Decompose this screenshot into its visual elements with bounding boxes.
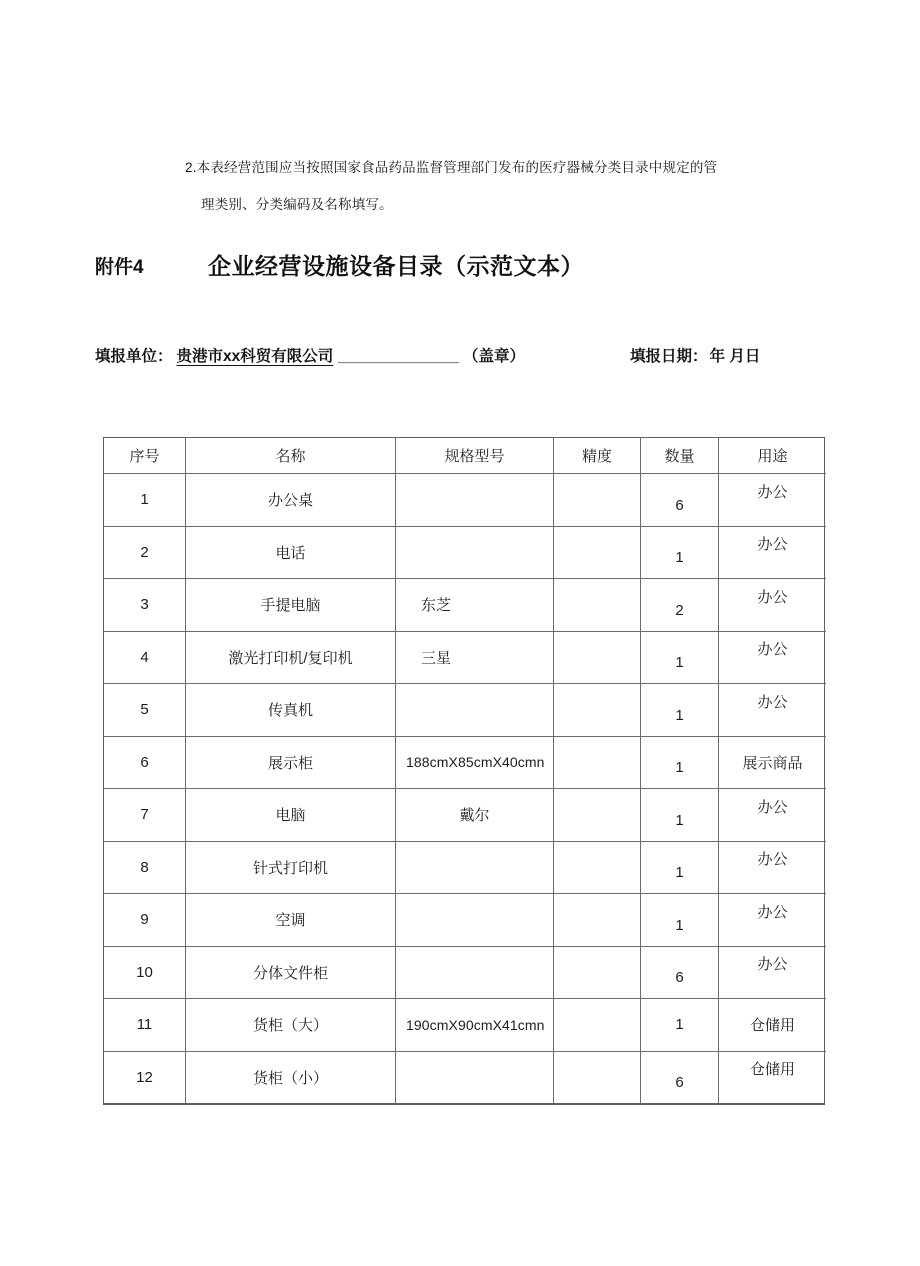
table-row	[104, 998, 824, 1051]
cell-qty: 1	[641, 841, 719, 894]
cell-usage: 办公	[719, 788, 826, 841]
cell-usage: 仓储用	[719, 998, 826, 1051]
cell-precision	[554, 998, 641, 1051]
cell-name: 电话	[186, 526, 396, 579]
cell-spec	[396, 946, 554, 999]
cell-seq: 10	[104, 946, 186, 999]
cell-precision	[554, 946, 641, 999]
report-unit-group	[95, 344, 525, 366]
cell-name: 针式打印机	[186, 841, 396, 894]
cell-qty: 6	[641, 946, 719, 999]
header-precision: 精度	[554, 438, 641, 473]
cell-spec	[396, 841, 554, 894]
cell-qty: 1	[641, 631, 719, 684]
report-date-label: 填报日期：	[630, 348, 708, 365]
cell-qty: 2	[641, 578, 719, 631]
cell-seq: 6	[104, 736, 186, 789]
cell-spec	[396, 526, 554, 579]
cell-seq: 1	[104, 473, 186, 526]
cell-usage: 办公	[719, 683, 826, 736]
cell-name: 分体文件柜	[186, 946, 396, 999]
cell-precision	[554, 841, 641, 894]
unit-blank-line: ______________	[338, 348, 459, 365]
table-row	[104, 578, 824, 631]
cell-seq: 3	[104, 578, 186, 631]
cell-name: 激光打印机/复印机	[186, 631, 396, 684]
cell-spec	[396, 683, 554, 736]
cell-seq: 8	[104, 841, 186, 894]
page-title: 企业经营设施设备目录（示范文本）	[208, 253, 584, 279]
cell-qty: 1	[641, 526, 719, 579]
cell-spec: 190cmX90cmX41cmn	[396, 998, 554, 1051]
cell-precision	[554, 1051, 641, 1104]
cell-name: 传真机	[186, 683, 396, 736]
header-usage: 用途	[757, 448, 788, 465]
cell-usage: 办公	[719, 893, 826, 946]
report-unit-value: 贵港市xx科贸有限公司	[176, 348, 334, 365]
table-row	[104, 736, 824, 789]
cell-name: 展示柜	[186, 736, 396, 789]
cell-usage: 展示商品	[719, 736, 826, 789]
cell-name: 货柜（大）	[186, 998, 396, 1051]
header-spec: 规格型号	[396, 438, 554, 473]
cell-qty: 1	[641, 893, 719, 946]
cell-name: 手提电脑	[186, 578, 396, 631]
cell-spec	[396, 473, 554, 526]
cell-precision	[554, 578, 641, 631]
cell-qty: 6	[641, 473, 719, 526]
cell-name: 办公桌	[186, 473, 396, 526]
cell-usage: 办公	[719, 526, 826, 579]
cell-precision	[554, 683, 641, 736]
table-row	[104, 473, 824, 526]
form-line	[0, 344, 920, 366]
cell-usage: 办公	[719, 841, 826, 894]
cell-seq: 11	[104, 998, 186, 1051]
cell-precision	[554, 526, 641, 579]
cell-seq: 5	[104, 683, 186, 736]
cell-qty: 6	[641, 1051, 719, 1104]
cell-name: 空调	[186, 893, 396, 946]
cell-usage: 仓储用	[719, 1051, 826, 1104]
cell-precision	[554, 736, 641, 789]
cell-spec: 188cmX85cmX40cmn	[396, 736, 554, 789]
cell-precision	[554, 631, 641, 684]
cell-spec	[396, 1051, 554, 1104]
cell-name: 电脑	[186, 788, 396, 841]
cell-usage: 办公	[719, 631, 826, 684]
table-row	[104, 631, 824, 684]
cell-spec: 东芝	[396, 578, 554, 631]
cell-seq: 4	[104, 631, 186, 684]
table-header-row	[104, 438, 824, 473]
header-seq: 序号	[104, 438, 186, 473]
cell-name: 货柜（小）	[186, 1051, 396, 1104]
attachment-label: 附件4	[95, 257, 144, 278]
report-date-value: 年 月日	[709, 348, 761, 365]
table-row	[104, 683, 824, 736]
table-row	[104, 946, 824, 999]
note-line-2: 理类别、分类编码及名称填写。	[201, 197, 393, 212]
cell-qty: 1	[641, 683, 719, 736]
cell-precision	[554, 893, 641, 946]
cell-usage: 办公	[719, 946, 826, 999]
cell-precision	[554, 473, 641, 526]
report-unit-label: 填报单位：	[95, 348, 173, 365]
cell-usage: 办公	[719, 473, 826, 526]
cell-qty: 1	[641, 788, 719, 841]
cell-spec	[396, 893, 554, 946]
cell-seq: 7	[104, 788, 186, 841]
report-date-group	[630, 344, 760, 366]
table-row	[104, 841, 824, 894]
note-line-1: 2.本表经营范围应当按照国家食品药品监督管理部门发布的医疗器械分类目录中规定的管	[185, 160, 718, 175]
cell-seq: 12	[104, 1051, 186, 1104]
cell-usage: 办公	[719, 578, 826, 631]
cell-qty: 1	[641, 998, 719, 1051]
equipment-table	[103, 437, 825, 1105]
header-qty: 数量	[641, 438, 719, 473]
table-row	[104, 526, 824, 579]
table-row	[104, 893, 824, 946]
cell-spec: 三星	[396, 631, 554, 684]
cell-spec: 戴尔	[396, 788, 554, 841]
cell-precision	[554, 788, 641, 841]
seal-label: （盖章）	[462, 348, 525, 365]
table-row	[104, 1051, 824, 1104]
table-row	[104, 788, 824, 841]
header-name: 名称	[186, 438, 396, 473]
cell-seq: 2	[104, 526, 186, 579]
cell-qty: 1	[641, 736, 719, 789]
cell-seq: 9	[104, 893, 186, 946]
